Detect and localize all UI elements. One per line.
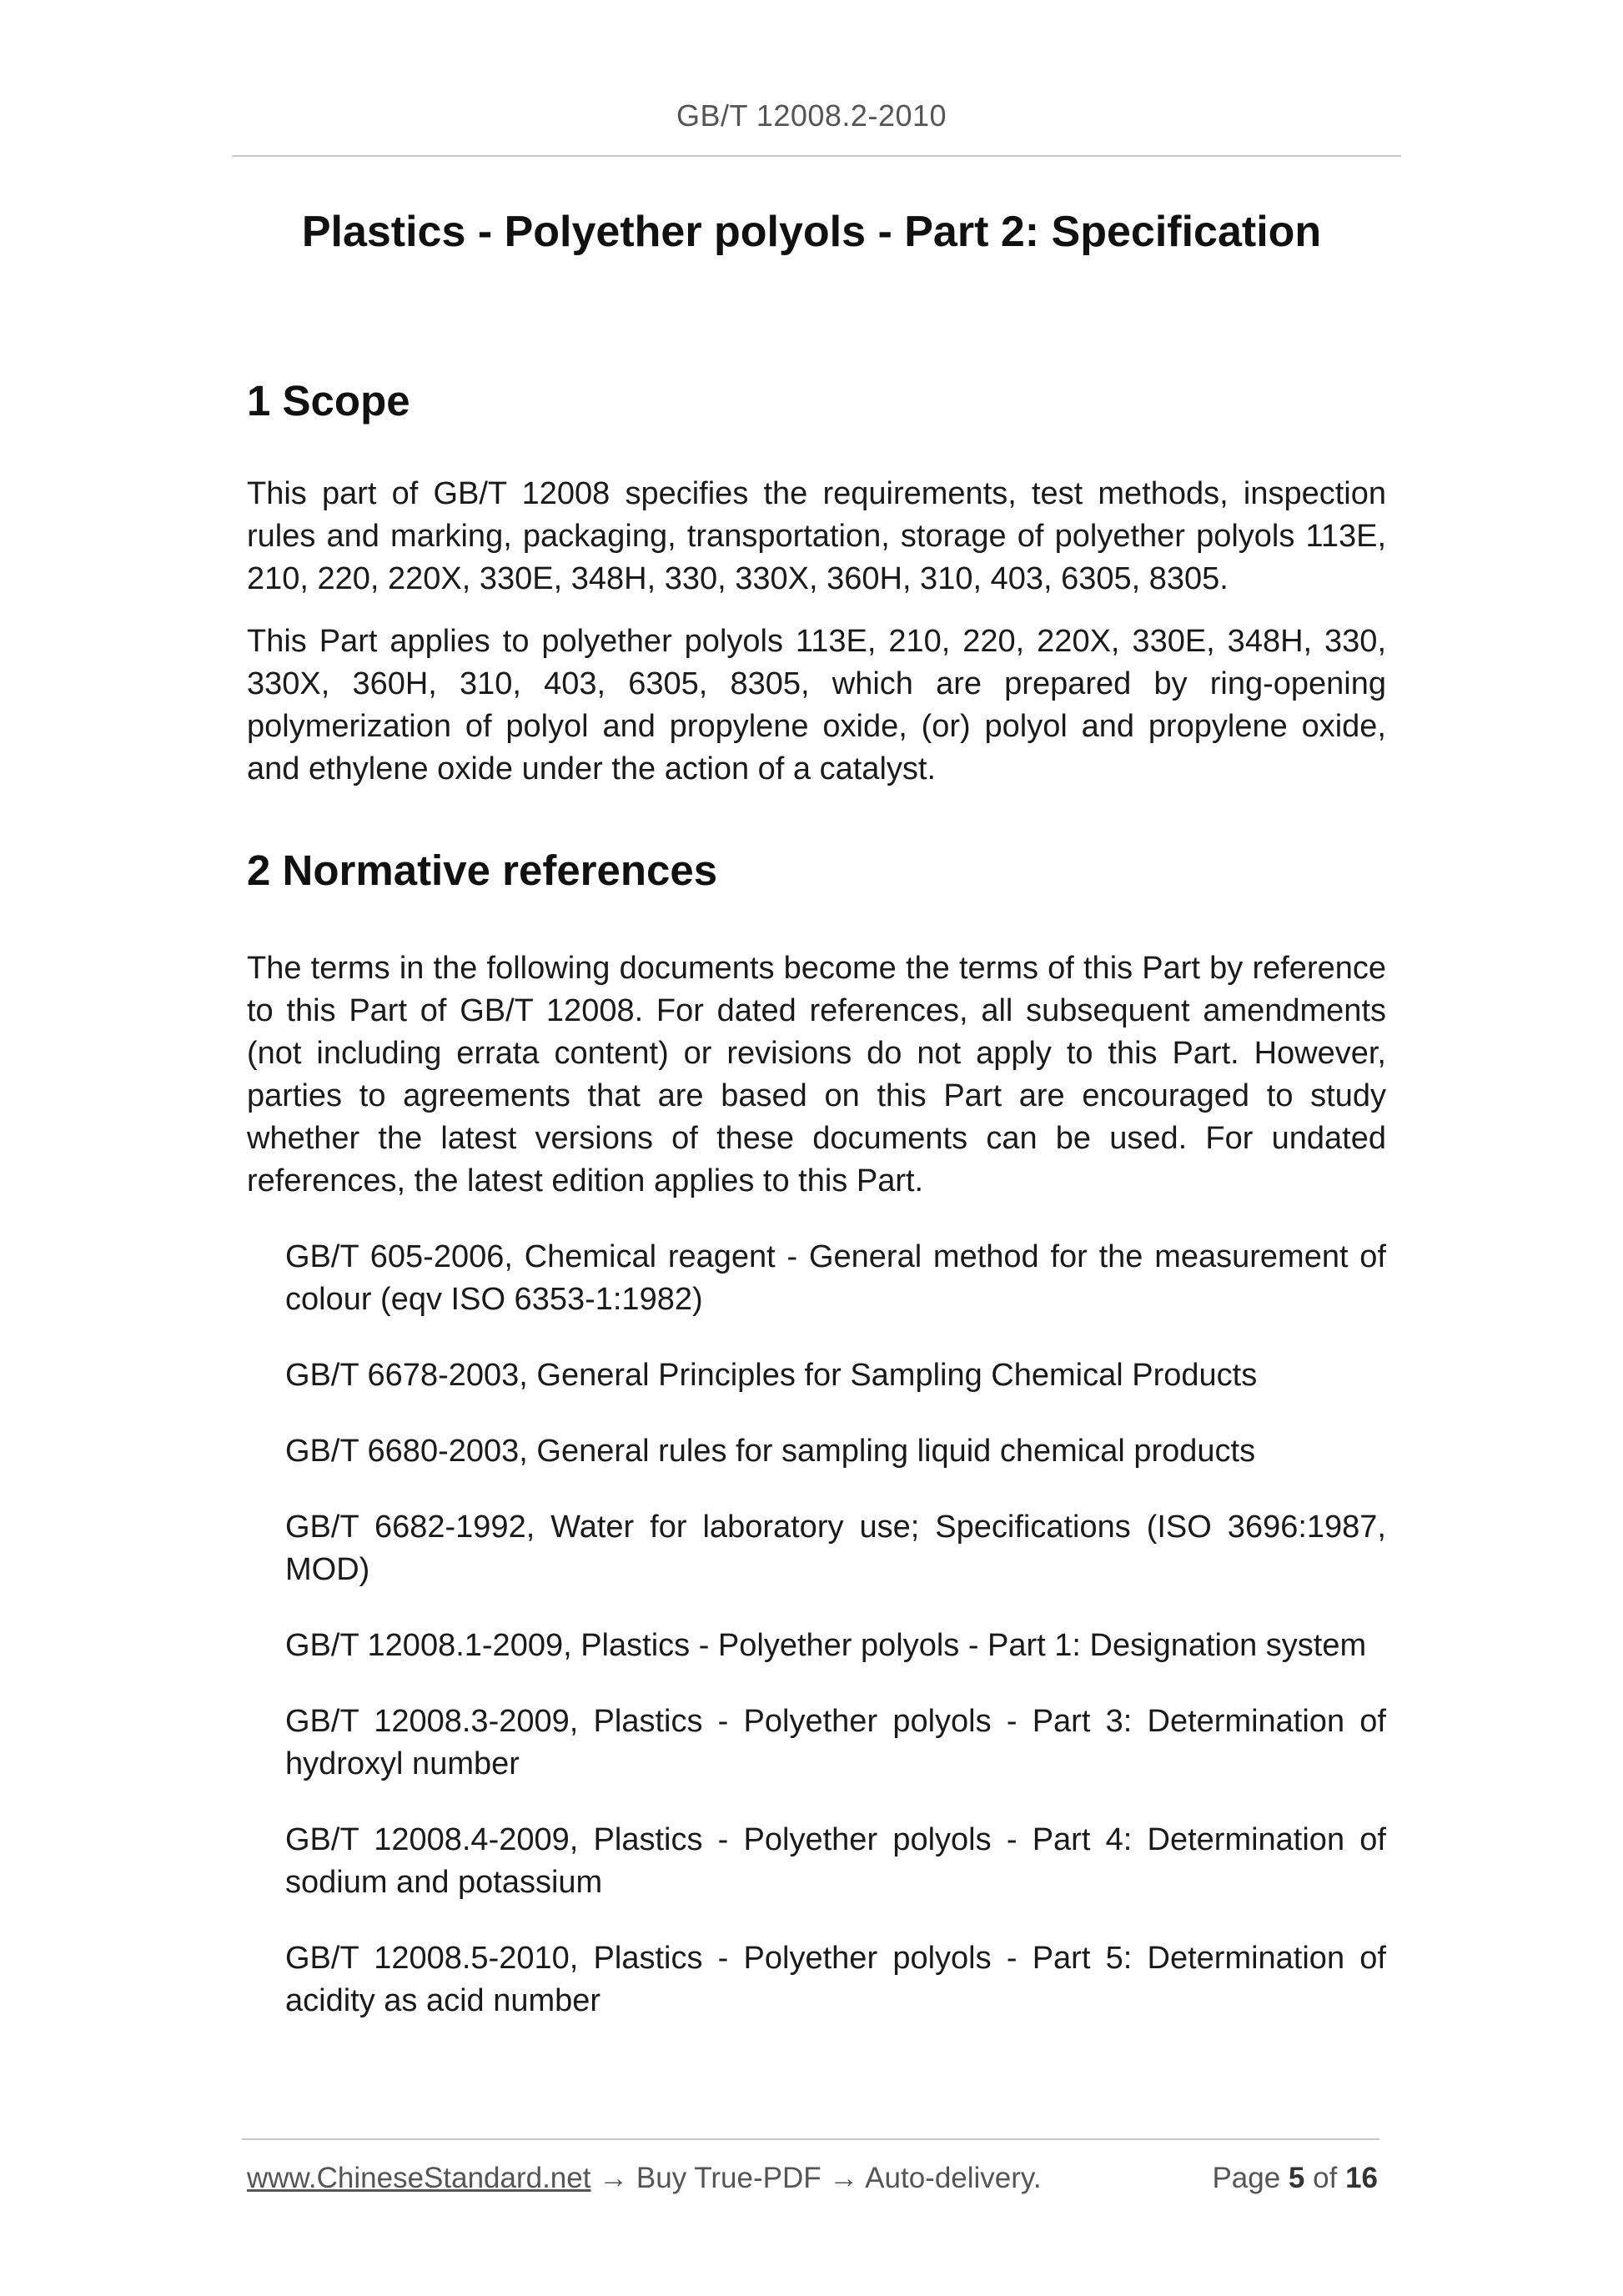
footer-tagline: → Buy True-PDF → Auto-delivery. bbox=[590, 2162, 1042, 2194]
page-number: 5 bbox=[1288, 2162, 1305, 2194]
footer-divider bbox=[242, 2138, 1379, 2140]
normative-references-paragraph: The terms in the following documents become the terms of this Part by reference to this Part of GB/T 12008. For dated references, all subsequent amendments (not including errata content) or revisions do not apply to this Part. However, parties to agreements that are based on this Part are encouraged to study whether the latest versions of these documents can be used. For undated references, the latest edition applies to this Part. bbox=[247, 951, 1386, 1198]
scope-paragraph-2: This Part applies to polyether polyols 113E, 210, 220, 220X, 330E, 348H, 330, 330X, 360H, 310, 403, 6305, 8305, which are prepared by ring-opening polymerization of polyol and propylene oxide, (or) polyol and propylene oxide, and ethylene oxide under the action of a catalyst. bbox=[247, 624, 1386, 786]
document-title: Plastics - Polyether polyols - Part 2: Specification bbox=[301, 208, 1322, 256]
section-heading-scope: 1 Scope bbox=[247, 377, 410, 425]
section-heading-normative-references: 2 Normative references bbox=[247, 847, 718, 894]
document-body bbox=[247, 371, 1386, 2056]
reference-item: GB/T 12008.4-2009, Plastics - Polyether polyols - Part 4: Determination of sodium and potassium bbox=[285, 1822, 1386, 1900]
reference-item: GB/T 6678-2003, General Principles for Sampling Chemical Products bbox=[285, 1358, 1258, 1393]
reference-item: GB/T 12008.3-2009, Plastics - Polyether polyols - Part 3: Determination of hydroxyl number bbox=[285, 1704, 1386, 1781]
reference-item: GB/T 12008.1-2009, Plastics - Polyether polyols - Part 1: Designation system bbox=[285, 1628, 1367, 1663]
reference-item: GB/T 605-2006, Chemical reagent - General method for the measurement of colour (eqv ISO 6353-1:1982) bbox=[285, 1239, 1386, 1317]
website-link[interactable]: www.ChineseStandard.net bbox=[247, 2162, 591, 2194]
reference-item: GB/T 6682-1992, Water for laboratory use; Specifications (ISO 3696:1987, MOD) bbox=[285, 1510, 1386, 1587]
header-divider bbox=[232, 155, 1401, 157]
reference-item: GB/T 6680-2003, General rules for sampling liquid chemical products bbox=[285, 1434, 1256, 1469]
footer-promo bbox=[247, 2162, 1042, 2195]
page-indicator bbox=[1212, 2162, 1378, 2195]
header-standard-code: GB/T 12008.2-2010 bbox=[676, 98, 947, 133]
of-label: of bbox=[1313, 2162, 1338, 2194]
reference-list bbox=[247, 1236, 1386, 2022]
scope-paragraph-1: This part of GB/T 12008 specifies the requirements, test methods, inspection rules and marking, packaging, transportation, storage of polyether polyols 113E, 210, 220, 220X, 330E, 348H, 330, 330X, 360H, 310, 403, 6305, 8305. bbox=[247, 476, 1386, 596]
page-total: 16 bbox=[1345, 2162, 1378, 2194]
page-label: Page bbox=[1212, 2162, 1281, 2194]
reference-item: GB/T 12008.5-2010, Plastics - Polyether polyols - Part 5: Determination of acidity as acid number bbox=[285, 1941, 1386, 2018]
